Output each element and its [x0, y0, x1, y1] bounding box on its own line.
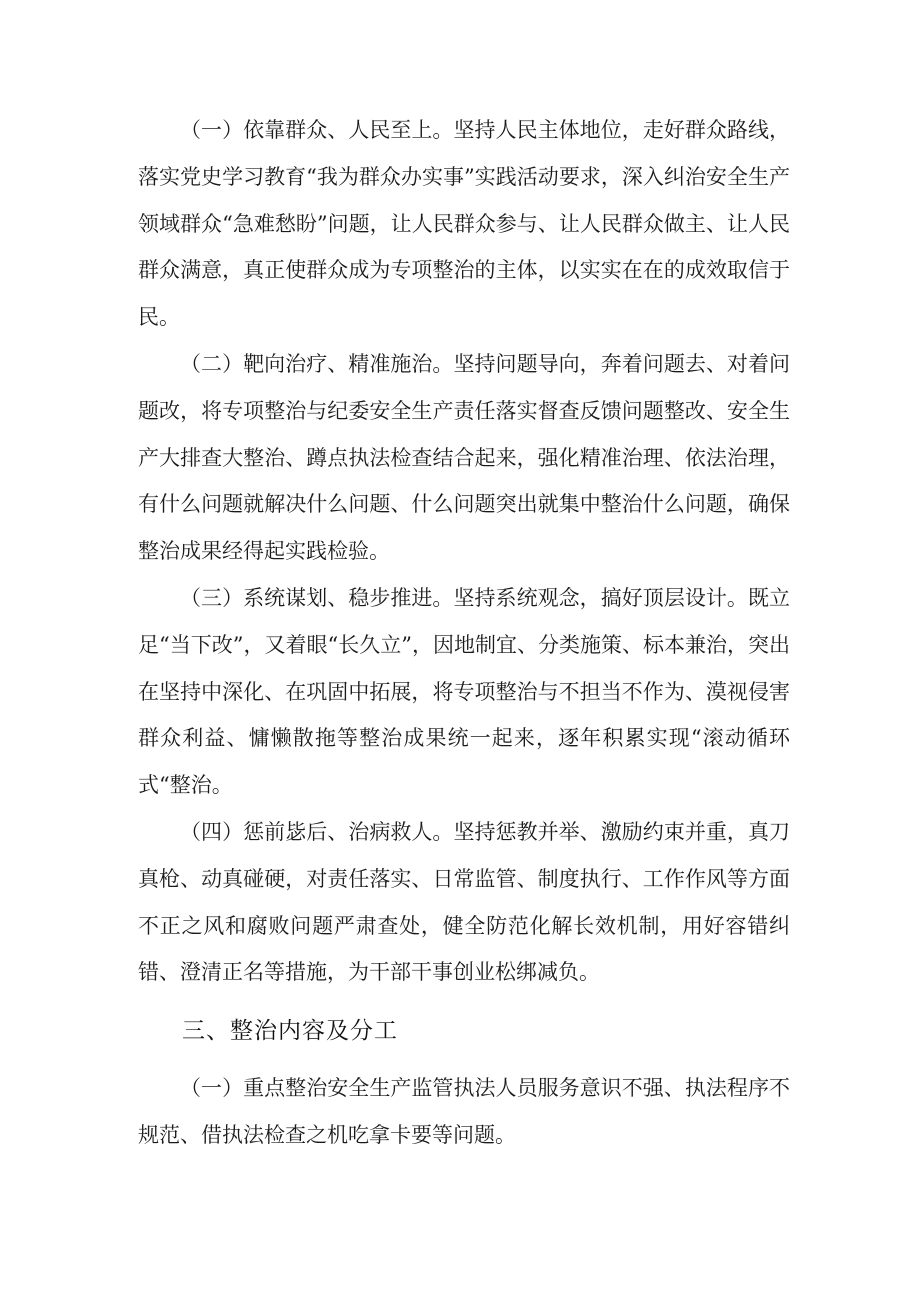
section-heading: 三、整治内容及分工 — [182, 1018, 398, 1044]
paragraph-section-item-1: （一）重点整治安全生产监管执法人员服务意识不强、执法程序不规范、借执法检查之机吃拿卡要等问题。 — [138, 1076, 790, 1147]
paragraph-principle-3: （三）系统谋划、稳步推进。坚持系统观念，搞好顶层设计。既立足“当下改”，又着眼“长久立”，因地制宜、分类施策、标本兼治，突出在坚持中深化、在巩固中拓展，将专项整治与不担当不作为、漠视侵害群众利益、慵懒散拖等整治成果统一起来，逐年积累实现“滚动循环式“整治。 — [138, 586, 790, 798]
paragraph-principle-4: （四）惩前毖后、治病救人。坚持惩教并举、激励约束并重，真刀真枪、动真碰硬，对责任落实、日常监管、制度执行、工作作风等方面不正之风和腐败问题严肃查处，健全防范化解长效机制，用好容错纠错、澄清正名等措施，为干部干事创业松绑减负。 — [138, 820, 790, 985]
paragraph-principle-2: （二）靶向治疗、精准施治。坚持问题导向，奔着问题去、对着问题改，将专项整治与纪委安全生产责任落实督查反馈问题整改、安全生产大排查大整治、蹲点执法检查结合起来，强化精准治理、依法治理，有什么问题就解决什么问题、什么问题突出就集中整治什么问题，确保整治成果经得起实践检验。 — [138, 352, 790, 564]
paragraph-principle-1: （一）依靠群众、人民至上。坚持人民主体地位，走好群众路线，落实党史学习教育“我为群众办实事”实践活动要求，深入纠治安全生产领域群众“急难愁盼”问题，让人民群众参与、让人民群众做主、让人民群众满意，真正使群众成为专项整治的主体，以实实在在的成效取信于民。 — [138, 118, 790, 330]
